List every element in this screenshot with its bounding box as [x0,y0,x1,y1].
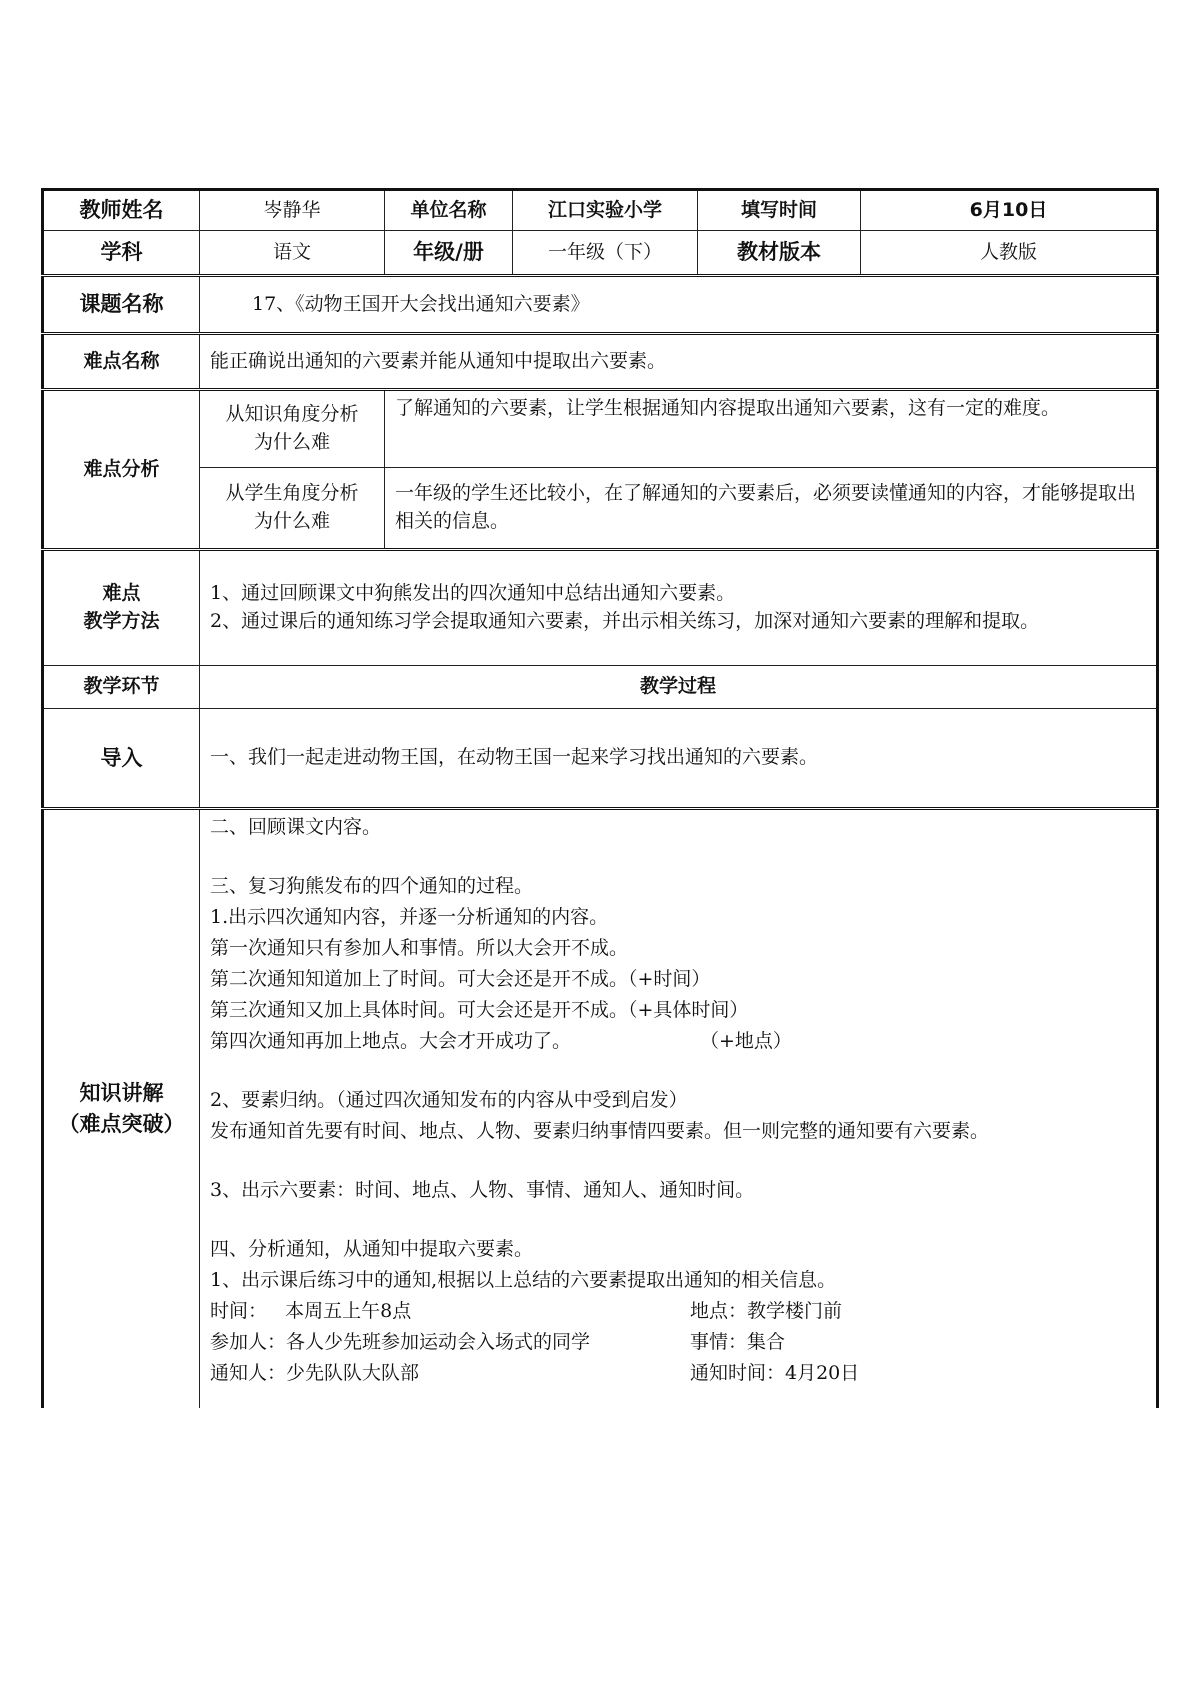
teacher-label: 教师姓名 [43,190,200,231]
method-line-2: 2、通过课后的通知练习学会提取通知六要素，并出示相关练习，加深对通知六要素的理解和提取。 [210,610,1040,632]
edition-label: 教材版本 [698,231,861,276]
k-line-7a: 第四次通知再加上地点。大会才开成功了。 [210,1030,572,1052]
date-label: 填写时间 [698,190,861,231]
process-header-row [43,666,1158,709]
knowledge-content [200,809,1158,1408]
lesson-plan-sheet [41,188,1156,1408]
k-line-10: 3、出示六要素：时间、地点、人物、事情、通知人、通知时间。 [210,1179,755,1201]
analysis-label: 难点分析 [43,390,200,550]
k-line-1: 二、回顾课文内容。 [210,816,382,838]
knowledge-label-line-2: （难点突破） [58,1111,185,1136]
info-notifier: 通知人：少先队队大队部 [210,1362,420,1384]
edition-value: 人教版 [861,231,1158,276]
info-event: 事情：集合 [690,1331,786,1353]
knowledge-angle-line-1: 从知识角度分析 [225,403,359,426]
topic-value: 17、《动物王国开大会找出通知六要素》 [200,276,1158,334]
info-time: 时间： 本周五上午8点 [210,1300,412,1322]
knowledge-angle-line-2: 为什么难 [253,431,330,453]
k-gap-2 [210,1057,1146,1085]
subject-value: 语文 [200,231,385,276]
k-line-5: 第二次通知知道加上了时间。可大会还是开不成。（+时间） [210,968,711,990]
method-line-1: 1、通过回顾课文中狗熊发出的四次通知中总结出通知六要素。 [210,582,736,605]
student-angle-value: 一年级的学生还比较小，在了解通知的六要素后，必须要读懂通知的内容，才能够提取出相关的信息。 [385,468,1158,550]
knowledge-label-line-1: 知识讲解 [79,1081,164,1106]
knowledge-row [43,809,1158,1408]
method-label [43,550,200,666]
unit-label: 单位名称 [385,190,513,231]
k-line-7 [210,1026,1146,1057]
info-row-3 [210,1358,1146,1389]
subject-label: 学科 [43,231,200,276]
process-stage-header: 教学环节 [43,666,200,709]
topic-label: 课题名称 [43,276,200,334]
k-line-6: 第三次通知又加上具体时间。可大会还是开不成。（+具体时间） [210,999,749,1021]
k-line-3: 1.出示四次通知内容，并逐一分析通知的内容。 [210,906,609,928]
k-line-2: 三、复习狗熊发布的四个通知的过程。 [210,875,534,897]
method-label-line-1: 难点 [102,582,141,605]
intro-label: 导入 [43,709,200,809]
k-line-11: 四、分析通知，从通知中提取六要素。 [210,1238,534,1260]
k-line-7b: （+地点） [700,1030,792,1052]
unit-value: 江口实验小学 [513,190,698,231]
lesson-plan-table [41,188,1159,1408]
info-row-2 [210,1327,1146,1358]
method-label-line-2: 教学方法 [83,610,160,632]
k-gap-3 [210,1147,1146,1175]
date-value: 6月10日 [861,190,1158,231]
student-angle-line-1: 从学生角度分析 [225,482,359,505]
knowledge-angle-label [200,390,385,468]
header-row-2 [43,231,1158,276]
info-row-1 [210,1296,1146,1327]
k-gap-1 [210,843,1146,871]
analysis-knowledge-row [43,390,1158,468]
method-row [43,550,1158,666]
info-participants: 参加人：各人少先班参加运动会入场式的同学 [210,1331,591,1353]
intro-value: 一、我们一起走进动物王国，在动物王国一起来学习找出通知的六要素。 [200,709,1158,809]
method-value [200,550,1158,666]
difficulty-label: 难点名称 [43,334,200,390]
grade-value: 一年级（下） [513,231,698,276]
knowledge-angle-value: 了解通知的六要素，让学生根据通知内容提取出通知六要素，这有一定的难度。 [385,390,1158,468]
analysis-student-row [43,468,1158,550]
header-row-1 [43,190,1158,231]
grade-label: 年级/册 [385,231,513,276]
knowledge-label [43,809,200,1408]
topic-row [43,276,1158,334]
process-content-header: 教学过程 [200,666,1158,709]
k-gap-4 [210,1206,1146,1234]
student-angle-line-2: 为什么难 [253,510,330,532]
student-angle-label [200,468,385,550]
k-line-8: 2、要素归纳。（通过四次通知发布的内容从中受到启发） [210,1089,688,1111]
info-place: 地点：教学楼门前 [690,1300,843,1322]
difficulty-value: 能正确说出通知的六要素并能从通知中提取出六要素。 [200,334,1158,390]
k-line-12: 1、出示课后练习中的通知,根据以上总结的六要素提取出通知的相关信息。 [210,1269,837,1291]
teacher-value: 岑静华 [200,190,385,231]
k-line-4: 第一次通知只有参加人和事情。所以大会开不成。 [210,937,629,959]
difficulty-row [43,334,1158,390]
info-notice-date: 通知时间：4月20日 [690,1362,860,1384]
k-line-9: 发布通知首先要有时间、地点、人物、要素归纳事情四要素。但一则完整的通知要有六要素。 [210,1120,990,1142]
intro-row [43,709,1158,809]
